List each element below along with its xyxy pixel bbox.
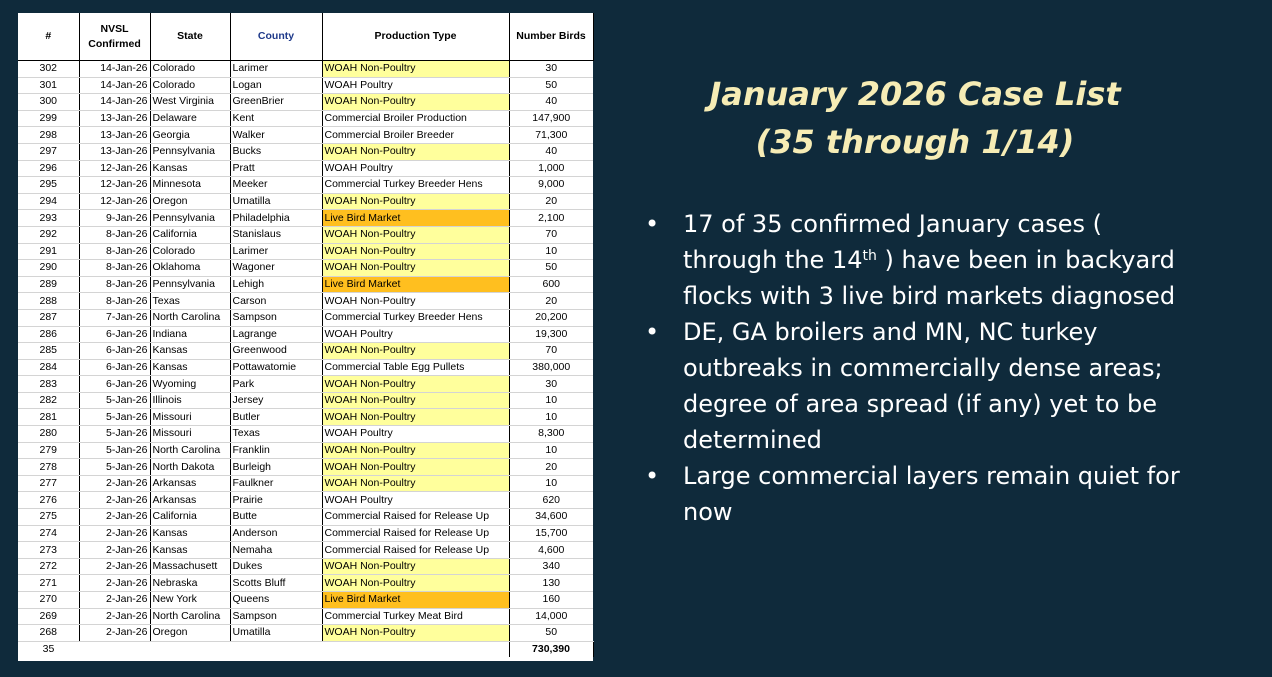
row-production-type: WOAH Non-Poultry <box>322 243 509 260</box>
row-county: Sampson <box>230 608 322 625</box>
total-spacer <box>322 641 509 657</box>
row-county: Stanislaus <box>230 226 322 243</box>
row-number: 302 <box>18 61 79 78</box>
row-birds: 40 <box>509 143 593 160</box>
row-production-type: WOAH Non-Poultry <box>322 442 509 459</box>
row-birds: 380,000 <box>509 359 593 376</box>
table-row <box>18 110 593 127</box>
row-state: Oklahoma <box>150 260 230 277</box>
row-birds: 20 <box>509 459 593 476</box>
row-county: Larimer <box>230 243 322 260</box>
table-row <box>18 309 593 326</box>
row-county: Prairie <box>230 492 322 509</box>
row-date: 13-Jan-26 <box>79 127 150 144</box>
table-row <box>18 392 593 409</box>
row-birds: 20 <box>509 193 593 210</box>
row-production-type: WOAH Non-Poultry <box>322 558 509 575</box>
total-spacer <box>79 641 150 657</box>
bullet-dot-icon: • <box>645 210 660 238</box>
case-list-table <box>18 13 593 661</box>
row-county: Anderson <box>230 525 322 542</box>
row-production-type: WOAH Non-Poultry <box>322 376 509 393</box>
row-birds: 2,100 <box>509 210 593 227</box>
row-date: 2-Jan-26 <box>79 509 150 526</box>
row-date: 5-Jan-26 <box>79 392 150 409</box>
total-birds: 730,390 <box>509 641 593 657</box>
row-number: 289 <box>18 276 79 293</box>
bullet-item <box>645 314 1185 458</box>
row-state: Missouri <box>150 426 230 443</box>
row-county: Umatilla <box>230 625 322 642</box>
row-birds: 9,000 <box>509 177 593 194</box>
row-date: 2-Jan-26 <box>79 475 150 492</box>
row-number: 290 <box>18 260 79 277</box>
row-birds: 160 <box>509 592 593 609</box>
row-birds: 10 <box>509 392 593 409</box>
row-county: Greenwood <box>230 343 322 360</box>
row-production-type: WOAH Non-Poultry <box>322 193 509 210</box>
row-number: 269 <box>18 608 79 625</box>
row-date: 6-Jan-26 <box>79 326 150 343</box>
row-birds: 19,300 <box>509 326 593 343</box>
row-production-type: WOAH Non-Poultry <box>322 293 509 310</box>
row-state: Oregon <box>150 193 230 210</box>
row-production-type: WOAH Non-Poultry <box>322 575 509 592</box>
row-county: Dukes <box>230 558 322 575</box>
row-date: 2-Jan-26 <box>79 608 150 625</box>
row-state: North Dakota <box>150 459 230 476</box>
row-county: Butler <box>230 409 322 426</box>
row-number: 272 <box>18 558 79 575</box>
row-date: 8-Jan-26 <box>79 243 150 260</box>
row-county: Carson <box>230 293 322 310</box>
row-birds: 30 <box>509 376 593 393</box>
total-spacer <box>230 641 322 657</box>
row-number: 292 <box>18 226 79 243</box>
table-row <box>18 243 593 260</box>
row-state: Kansas <box>150 343 230 360</box>
row-number: 274 <box>18 525 79 542</box>
row-state: Massachusett <box>150 558 230 575</box>
row-production-type: WOAH Non-Poultry <box>322 409 509 426</box>
total-row <box>18 641 593 657</box>
total-spacer <box>150 641 230 657</box>
table-row <box>18 608 593 625</box>
table-row <box>18 542 593 559</box>
table-row <box>18 226 593 243</box>
title-line-2: (35 through 1/14) <box>755 123 1075 161</box>
bullet-superscript: th <box>862 248 877 264</box>
table-row <box>18 77 593 94</box>
row-date: 13-Jan-26 <box>79 143 150 160</box>
row-production-type: Live Bird Market <box>322 210 509 227</box>
row-birds: 14,000 <box>509 608 593 625</box>
row-production-type: WOAH Non-Poultry <box>322 343 509 360</box>
row-production-type: WOAH Non-Poultry <box>322 392 509 409</box>
row-state: North Carolina <box>150 442 230 459</box>
row-production-type: WOAH Non-Poultry <box>322 459 509 476</box>
row-state: Missouri <box>150 409 230 426</box>
row-county: Kent <box>230 110 322 127</box>
row-state: Illinois <box>150 392 230 409</box>
table-row <box>18 359 593 376</box>
bullet-item <box>645 458 1185 530</box>
row-date: 2-Jan-26 <box>79 492 150 509</box>
table-row <box>18 143 593 160</box>
row-date: 8-Jan-26 <box>79 276 150 293</box>
row-county: Lagrange <box>230 326 322 343</box>
header-production-type: Production Type <box>322 13 509 61</box>
row-production-type: Commercial Broiler Breeder <box>322 127 509 144</box>
row-state: West Virginia <box>150 94 230 111</box>
row-county: Sampson <box>230 309 322 326</box>
row-date: 12-Jan-26 <box>79 193 150 210</box>
row-state: Colorado <box>150 243 230 260</box>
row-state: Delaware <box>150 110 230 127</box>
row-production-type: WOAH Non-Poultry <box>322 143 509 160</box>
row-state: Kansas <box>150 359 230 376</box>
title-line-1: January 2026 Case List <box>709 75 1121 113</box>
row-date: 2-Jan-26 <box>79 558 150 575</box>
row-production-type: WOAH Non-Poultry <box>322 94 509 111</box>
row-number: 268 <box>18 625 79 642</box>
row-state: North Carolina <box>150 608 230 625</box>
row-number: 299 <box>18 110 79 127</box>
row-state: Indiana <box>150 326 230 343</box>
row-production-type: Commercial Turkey Breeder Hens <box>322 309 509 326</box>
row-state: Pennsylvania <box>150 210 230 227</box>
table-row <box>18 459 593 476</box>
row-birds: 15,700 <box>509 525 593 542</box>
row-county: Queens <box>230 592 322 609</box>
row-birds: 4,600 <box>509 542 593 559</box>
row-county: Faulkner <box>230 475 322 492</box>
row-state: Minnesota <box>150 177 230 194</box>
row-birds: 620 <box>509 492 593 509</box>
row-number: 270 <box>18 592 79 609</box>
table-row <box>18 558 593 575</box>
table-row <box>18 492 593 509</box>
table-row <box>18 575 593 592</box>
row-number: 275 <box>18 509 79 526</box>
row-production-type: WOAH Poultry <box>322 426 509 443</box>
row-birds: 50 <box>509 77 593 94</box>
row-production-type: Commercial Raised for Release Up <box>322 509 509 526</box>
row-date: 7-Jan-26 <box>79 309 150 326</box>
row-date: 2-Jan-26 <box>79 625 150 642</box>
row-county: Lehigh <box>230 276 322 293</box>
table-row <box>18 127 593 144</box>
bullet-item <box>645 206 1185 314</box>
table-row <box>18 525 593 542</box>
row-number: 279 <box>18 442 79 459</box>
row-birds: 20,200 <box>509 309 593 326</box>
row-birds: 10 <box>509 409 593 426</box>
row-birds: 10 <box>509 475 593 492</box>
header-number-birds: Number Birds <box>509 13 593 61</box>
table-row <box>18 94 593 111</box>
row-county: Scotts Bluff <box>230 575 322 592</box>
row-production-type: Commercial Raised for Release Up <box>322 525 509 542</box>
bullet-text: 17 of 35 confirmed January cases ( through the 14 <box>683 210 1103 274</box>
row-state: Georgia <box>150 127 230 144</box>
row-date: 14-Jan-26 <box>79 94 150 111</box>
row-production-type: Commercial Table Egg Pullets <box>322 359 509 376</box>
row-county: Logan <box>230 77 322 94</box>
row-production-type: WOAH Non-Poultry <box>322 625 509 642</box>
header-number: # <box>18 13 79 61</box>
row-state: Colorado <box>150 61 230 78</box>
row-production-type: WOAH Poultry <box>322 160 509 177</box>
table-row <box>18 376 593 393</box>
row-number: 298 <box>18 127 79 144</box>
row-number: 301 <box>18 77 79 94</box>
row-county: Meeker <box>230 177 322 194</box>
row-date: 5-Jan-26 <box>79 459 150 476</box>
row-number: 287 <box>18 309 79 326</box>
table-row <box>18 293 593 310</box>
row-production-type: WOAH Poultry <box>322 492 509 509</box>
row-birds: 70 <box>509 343 593 360</box>
row-date: 8-Jan-26 <box>79 226 150 243</box>
row-birds: 147,900 <box>509 110 593 127</box>
row-number: 284 <box>18 359 79 376</box>
row-birds: 340 <box>509 558 593 575</box>
row-date: 6-Jan-26 <box>79 376 150 393</box>
row-state: Arkansas <box>150 492 230 509</box>
row-production-type: WOAH Non-Poultry <box>322 475 509 492</box>
row-production-type: Commercial Raised for Release Up <box>322 542 509 559</box>
table-row <box>18 442 593 459</box>
row-state: Nebraska <box>150 575 230 592</box>
table-row <box>18 210 593 227</box>
table-body <box>18 61 593 642</box>
row-county: Philadelphia <box>230 210 322 227</box>
row-number: 282 <box>18 392 79 409</box>
table-row <box>18 177 593 194</box>
row-number: 286 <box>18 326 79 343</box>
row-birds: 130 <box>509 575 593 592</box>
row-number: 281 <box>18 409 79 426</box>
row-production-type: WOAH Non-Poultry <box>322 226 509 243</box>
row-state: Pennsylvania <box>150 276 230 293</box>
row-state: Kansas <box>150 542 230 559</box>
row-production-type: WOAH Poultry <box>322 326 509 343</box>
table-row <box>18 426 593 443</box>
row-state: Pennsylvania <box>150 143 230 160</box>
slide-title <box>640 70 1190 166</box>
header-state: State <box>150 13 230 61</box>
row-number: 276 <box>18 492 79 509</box>
row-state: Texas <box>150 293 230 310</box>
row-birds: 71,300 <box>509 127 593 144</box>
row-state: California <box>150 509 230 526</box>
row-county: Umatilla <box>230 193 322 210</box>
row-county: Butte <box>230 509 322 526</box>
row-county: Larimer <box>230 61 322 78</box>
row-birds: 20 <box>509 293 593 310</box>
row-county: Park <box>230 376 322 393</box>
row-state: Oregon <box>150 625 230 642</box>
row-county: Burleigh <box>230 459 322 476</box>
row-number: 294 <box>18 193 79 210</box>
row-birds: 1,000 <box>509 160 593 177</box>
table-row <box>18 625 593 642</box>
header-county: County <box>230 13 322 61</box>
row-county: Jersey <box>230 392 322 409</box>
row-date: 2-Jan-26 <box>79 542 150 559</box>
row-production-type: Commercial Turkey Meat Bird <box>322 608 509 625</box>
row-state: Colorado <box>150 77 230 94</box>
row-number: 278 <box>18 459 79 476</box>
row-state: Arkansas <box>150 475 230 492</box>
header-nvsl-confirmed: NVSL Confirmed <box>79 13 150 61</box>
row-date: 14-Jan-26 <box>79 77 150 94</box>
row-date: 2-Jan-26 <box>79 592 150 609</box>
row-state: Kansas <box>150 525 230 542</box>
row-number: 295 <box>18 177 79 194</box>
table-row <box>18 160 593 177</box>
row-date: 6-Jan-26 <box>79 359 150 376</box>
row-date: 12-Jan-26 <box>79 160 150 177</box>
row-county: Franklin <box>230 442 322 459</box>
table-row <box>18 409 593 426</box>
row-date: 13-Jan-26 <box>79 110 150 127</box>
row-production-type: Commercial Turkey Breeder Hens <box>322 177 509 194</box>
table-row <box>18 592 593 609</box>
row-county: Texas <box>230 426 322 443</box>
row-birds: 34,600 <box>509 509 593 526</box>
row-number: 285 <box>18 343 79 360</box>
row-date: 12-Jan-26 <box>79 177 150 194</box>
row-birds: 70 <box>509 226 593 243</box>
row-birds: 10 <box>509 442 593 459</box>
row-birds: 50 <box>509 625 593 642</box>
row-date: 9-Jan-26 <box>79 210 150 227</box>
row-production-type: WOAH Poultry <box>322 77 509 94</box>
case-table <box>18 13 594 657</box>
total-count: 35 <box>42 643 55 656</box>
row-county: Bucks <box>230 143 322 160</box>
row-county: Pratt <box>230 160 322 177</box>
row-date: 14-Jan-26 <box>79 61 150 78</box>
row-number: 277 <box>18 475 79 492</box>
row-number: 280 <box>18 426 79 443</box>
row-county: Nemaha <box>230 542 322 559</box>
row-number: 283 <box>18 376 79 393</box>
row-birds: 40 <box>509 94 593 111</box>
row-state: California <box>150 226 230 243</box>
row-date: 8-Jan-26 <box>79 293 150 310</box>
row-number: 293 <box>18 210 79 227</box>
table-row <box>18 475 593 492</box>
row-state: Wyoming <box>150 376 230 393</box>
row-date: 6-Jan-26 <box>79 343 150 360</box>
table-row <box>18 61 593 78</box>
row-number: 300 <box>18 94 79 111</box>
row-date: 5-Jan-26 <box>79 426 150 443</box>
table-row <box>18 509 593 526</box>
row-production-type: Commercial Broiler Production <box>322 110 509 127</box>
row-date: 2-Jan-26 <box>79 525 150 542</box>
row-number: 297 <box>18 143 79 160</box>
row-state: New York <box>150 592 230 609</box>
bullet-text: DE, GA broilers and MN, NC turkey outbreaks in commercially dense areas; degree of area spread (if any) yet to be determined <box>683 318 1163 454</box>
row-county: GreenBrier <box>230 94 322 111</box>
bullet-text: ) have been in backyard flocks with 3 live bird markets diagnosed <box>683 246 1176 310</box>
row-production-type: WOAH Non-Poultry <box>322 61 509 78</box>
row-number: 291 <box>18 243 79 260</box>
table-row <box>18 326 593 343</box>
row-date: 2-Jan-26 <box>79 575 150 592</box>
row-state: Kansas <box>150 160 230 177</box>
row-production-type: WOAH Non-Poultry <box>322 260 509 277</box>
row-number: 273 <box>18 542 79 559</box>
row-state: North Carolina <box>150 309 230 326</box>
row-birds: 30 <box>509 61 593 78</box>
table-row <box>18 343 593 360</box>
bullet-dot-icon: • <box>645 318 660 346</box>
bullet-dot-icon: • <box>645 462 660 490</box>
row-number: 271 <box>18 575 79 592</box>
table-row <box>18 260 593 277</box>
row-birds: 8,300 <box>509 426 593 443</box>
bullet-text: Large commercial layers remain quiet for now <box>683 462 1180 526</box>
row-birds: 600 <box>509 276 593 293</box>
bullet-list <box>645 206 1185 530</box>
row-county: Wagoner <box>230 260 322 277</box>
header-row <box>18 13 593 61</box>
row-county: Pottawatomie <box>230 359 322 376</box>
row-production-type: Live Bird Market <box>322 276 509 293</box>
row-county: Walker <box>230 127 322 144</box>
row-production-type: Live Bird Market <box>322 592 509 609</box>
row-birds: 10 <box>509 243 593 260</box>
table-row <box>18 193 593 210</box>
row-date: 5-Jan-26 <box>79 442 150 459</box>
row-number: 288 <box>18 293 79 310</box>
row-number: 296 <box>18 160 79 177</box>
table-row <box>18 276 593 293</box>
row-birds: 50 <box>509 260 593 277</box>
row-date: 5-Jan-26 <box>79 409 150 426</box>
row-date: 8-Jan-26 <box>79 260 150 277</box>
